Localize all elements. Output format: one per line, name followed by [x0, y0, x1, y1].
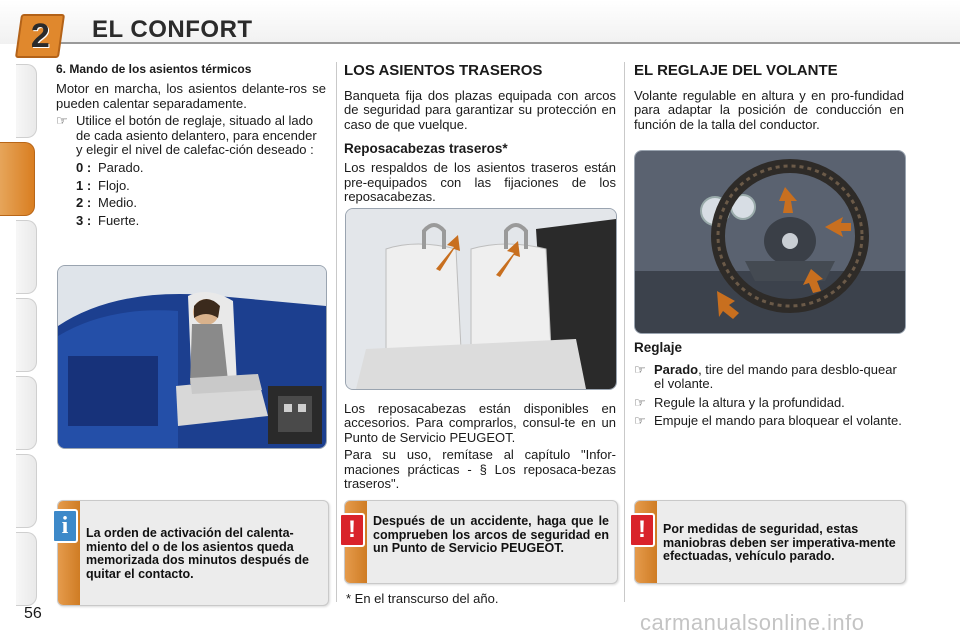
chapter-title: EL CONFORT: [92, 16, 253, 43]
subsection-text: Los respaldos de los asientos traseros están pre-equipados con las fijaciones de los reposacabezas.: [344, 160, 616, 205]
right-column: [634, 62, 904, 132]
option-key: 1 :: [76, 177, 92, 193]
option-item: [56, 179, 326, 193]
option-key: 2 :: [76, 195, 92, 211]
option-key: 0 :: [76, 160, 92, 176]
pointing-hand-icon: ☞: [634, 362, 646, 377]
warning-note-text: Después de un accidente, haga que le comprueben los arcos de seguridad en un Punto de Servicio PEUGEOT.: [373, 514, 609, 556]
headrest-usage-text: Para su uso, remítase al capítulo "Infor-maciones prácticas - § Los reposaca-bezas traseros".: [344, 447, 616, 492]
info-note-text: La orden de activación del calenta-miento del o de los asientos queda memorizada dos minutos después de quitar el contacto.: [86, 526, 309, 581]
steering-wheel-photo: [634, 150, 906, 334]
pointing-hand-icon: ☞: [634, 394, 646, 410]
side-tab-2-active[interactable]: [0, 142, 35, 216]
step-emphasis: Parado: [654, 362, 699, 377]
headrest-availability-text: Los reposacabezas están disponibles en accesorios. Para comprarlos, consul-te en un Punto de Servicio PEUGEOT.: [344, 401, 616, 445]
chapter-number: 2: [30, 16, 50, 55]
option-label: Flojo.: [98, 177, 130, 193]
option-label: Parado.: [98, 160, 144, 176]
middle-column: [344, 62, 616, 204]
info-icon: i: [52, 509, 78, 543]
step-text: Regule la altura y la profundidad.: [654, 394, 845, 410]
pointing-hand-icon: ☞: [56, 113, 68, 129]
side-tab-1[interactable]: [16, 64, 37, 138]
option-label: Medio.: [98, 195, 138, 211]
warning-icon: !: [339, 513, 365, 547]
warning-note-text: Por medidas de seguridad, estas maniobras deben ser imperativa-mente efectuadas, vehículo parado.: [663, 522, 896, 564]
pointing-hand-icon: ☞: [634, 413, 646, 429]
adjustment-step: [634, 396, 904, 410]
intro-text: Motor en marcha, los asientos delante-ros se pueden calentar separadamente.: [56, 81, 326, 111]
section-heading: LOS ASIENTOS TRASEROS: [344, 62, 543, 79]
warning-note: [344, 500, 618, 584]
rear-seats-photo: [345, 208, 617, 390]
column-divider: [624, 62, 625, 602]
warning-icon: !: [629, 513, 655, 547]
side-tab-3[interactable]: [16, 220, 37, 294]
subsection-heading: Reposacabezas traseros*: [344, 141, 508, 157]
page-number: 56: [24, 605, 42, 622]
option-label: Fuerte.: [98, 212, 140, 228]
option-item: [56, 196, 326, 210]
option-item: [56, 161, 326, 175]
side-tab-7[interactable]: [16, 532, 37, 606]
section-heading: 6. Mando de los asientos térmicos: [56, 62, 252, 76]
info-note: [57, 500, 329, 606]
footnote: * En el transcurso del año.: [346, 591, 499, 606]
adjustment-step: [634, 414, 904, 428]
step-text: Empuje el mando para bloquear el volante.: [654, 413, 902, 429]
chapter-badge: [15, 14, 65, 58]
column-divider: [336, 62, 337, 602]
right-column-lower: [634, 340, 904, 429]
side-tab-5[interactable]: [16, 376, 37, 450]
side-tab-4[interactable]: [16, 298, 37, 372]
heated-seat-photo: [57, 265, 327, 449]
warning-note: [634, 500, 906, 584]
intro-text: Banqueta fija dos plazas equipada con arcos de seguridad para garantizar su protección en caso de que vuelque.: [344, 88, 616, 132]
instruction-item: [56, 114, 326, 157]
step-text: , tire del mando para desblo-quear el volante.: [654, 362, 897, 392]
option-item: [56, 214, 326, 228]
option-key: 3 :: [76, 212, 92, 228]
middle-column-lower: [344, 402, 616, 491]
left-column: [56, 62, 326, 228]
subsection-heading: Reglaje: [634, 340, 683, 355]
watermark: carmanualsonline.info: [640, 610, 865, 635]
instruction-text: Utilice el botón de reglaje, situado al lado de cada asiento delantero, para encender y elegir el nivel de calefac-ción deseado :: [76, 113, 317, 158]
side-tab-6[interactable]: [16, 454, 37, 528]
section-heading: EL REGLAJE DEL VOLANTE: [634, 62, 838, 79]
intro-text: Volante regulable en altura y en pro-fundidad para adaptar la posición de conducción en función de la talla del conductor.: [634, 88, 904, 132]
adjustment-step: [634, 363, 904, 392]
